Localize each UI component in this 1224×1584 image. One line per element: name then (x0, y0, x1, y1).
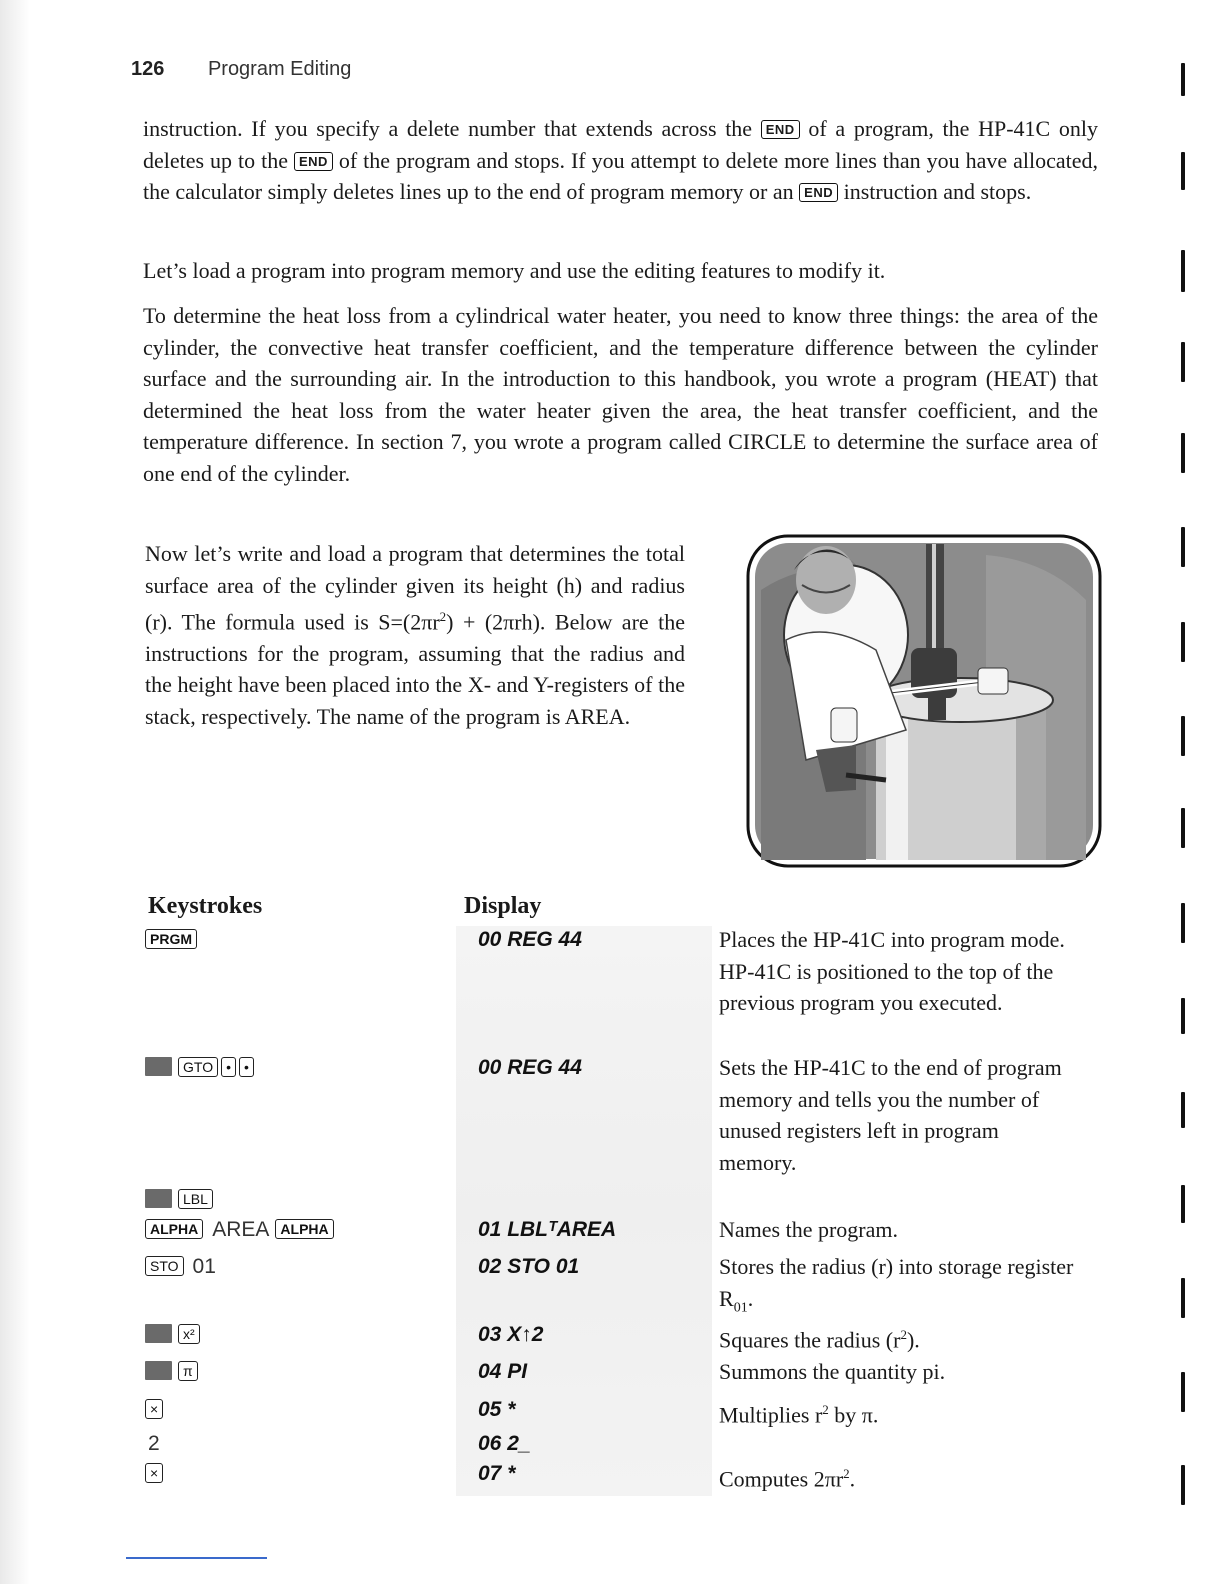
lbl-key: LBL (178, 1189, 213, 1209)
description-cell: Computes $2\pi r^2$. (719, 1466, 856, 1492)
alpha-key: ALPHA (275, 1219, 333, 1239)
page-shadow (0, 0, 30, 1584)
decimal-key: • (221, 1057, 236, 1077)
paragraph-area-formula: Now let’s write and load a program that determines the total surface area of the cylinder given its height (h) and radius (r). The formula used is $S=(2\pi r^2) + (2\pi rh)$. Below are the instructions for the program, assuming that the radius and the height have been placed into the X- and Y-registers of the stack, respectively. The name of the program is AREA. (145, 541, 685, 729)
decimal-key: • (239, 1057, 254, 1077)
binder-mark (1181, 1465, 1185, 1505)
register-number: 01 (192, 1255, 216, 1278)
pi-key: π (178, 1361, 198, 1381)
binder-mark (1181, 716, 1185, 756)
binder-mark (1181, 998, 1185, 1034)
binder-mark (1181, 250, 1185, 292)
right-margin (1186, 0, 1224, 1584)
display-cell: 02 STO 01 (478, 1255, 580, 1278)
display-cell: 06 2_ (478, 1432, 531, 1455)
binder-mark (1181, 433, 1185, 473)
display-cell: 00 REG 44 (478, 1056, 582, 1079)
binder-mark (1181, 342, 1185, 382)
keystroke-cell (145, 1462, 166, 1486)
alpha-key: ALPHA (145, 1219, 203, 1239)
binder-mark (1181, 1278, 1185, 1318)
description-cell: Multiplies $r^2$ by π. (719, 1402, 879, 1428)
multiply-key: × (145, 1399, 163, 1419)
description-cell: Stores the radius (r) into storage register $R_{01}$. (719, 1254, 1074, 1315)
shift-key-icon (145, 1324, 172, 1343)
shift-key-icon (145, 1057, 172, 1076)
end-key: END (761, 120, 800, 139)
display-cell: 03 X↑2 (478, 1323, 544, 1346)
binder-mark (1181, 152, 1185, 190)
description-cell: Squares the radius $(r^2)$. (719, 1327, 920, 1353)
keystroke-cell (145, 928, 200, 952)
paragraph-delete-behavior: instruction. If you specify a delete number that extends across the END of a program, the HP-41C only deletes up to the END of the program and stops. If you attempt to delete more lines than you have allocated, the calculator simply deletes lines up to the end of program memory or an END instruction and stops. (143, 116, 1098, 204)
section-title: Program Editing (207, 58, 352, 80)
footnote-rule (126, 1557, 267, 1559)
keystroke-cell (145, 1398, 166, 1422)
shift-key-icon (145, 1361, 172, 1380)
description-cell: Summons the quantity pi. (719, 1359, 946, 1384)
sto-key: STO (145, 1256, 184, 1276)
multiply-key: × (145, 1463, 163, 1483)
binder-mark (1181, 622, 1185, 662)
x-squared-key: x² (178, 1324, 200, 1344)
binder-mark (1181, 527, 1185, 567)
end-key: END (294, 152, 333, 171)
alpha-text: AREA (212, 1218, 270, 1241)
binder-mark (1181, 1372, 1185, 1412)
gto-key: GTO (178, 1057, 218, 1077)
keystroke-cell (145, 1432, 160, 1456)
display-cell: 01 LBLᵀAREA (478, 1218, 617, 1241)
man-measuring-water-heater-illustration (746, 530, 1102, 870)
keystroke-cell (145, 1323, 203, 1347)
description-cell: Sets the HP-41C to the end of program memory and tells you the number of unused registers left in program memory. (719, 1055, 1062, 1175)
display-cell: 00 REG 44 (478, 928, 582, 951)
paragraph-load-program: Let’s load a program into program memory and use the editing features to modify it. (143, 258, 886, 283)
keystroke-cell (145, 1218, 337, 1242)
description-cell: Names the program. (719, 1217, 898, 1242)
page-number: 126 (131, 58, 165, 80)
digit-two: 2 (148, 1432, 160, 1455)
display-cell: 07 * (478, 1462, 516, 1485)
binder-mark (1181, 808, 1185, 848)
binder-mark (1181, 1185, 1185, 1223)
display-cell: 04 PI (478, 1360, 528, 1383)
binder-mark (1181, 903, 1185, 943)
shift-key-icon (145, 1189, 172, 1208)
keystroke-cell (145, 1360, 201, 1384)
keystroke-cell (145, 1255, 222, 1279)
keystroke-cell (145, 1188, 216, 1212)
end-key: END (799, 183, 838, 202)
display-header: Display (464, 893, 542, 919)
binder-mark (1181, 63, 1185, 96)
prgm-key: PRGM (145, 929, 197, 949)
running-header (131, 58, 351, 81)
binder-mark (1181, 1092, 1185, 1128)
paragraph-heat-loss: To determine the heat loss from a cylindrical water heater, you need to know three things: the area of the cylinder, the convective heat transfer coefficient, and the temperature difference between the cylinder surface and the surrounding air. In the introduction to this handbook, you wrote a program (HEAT) that determined the heat loss from the water heater given the area, the heat transfer coefficient, and the temperature difference. In section 7, you wrote a program called CIRCLE to determine the surface area of one end of the cylinder. (143, 303, 1098, 486)
display-cell: 05 * (478, 1398, 516, 1421)
description-cell: Places the HP-41C into program mode. HP-41C is positioned to the top of the previous program you executed. (719, 927, 1065, 1015)
keystroke-cell (145, 1056, 257, 1080)
keystrokes-header: Keystrokes (148, 893, 263, 919)
